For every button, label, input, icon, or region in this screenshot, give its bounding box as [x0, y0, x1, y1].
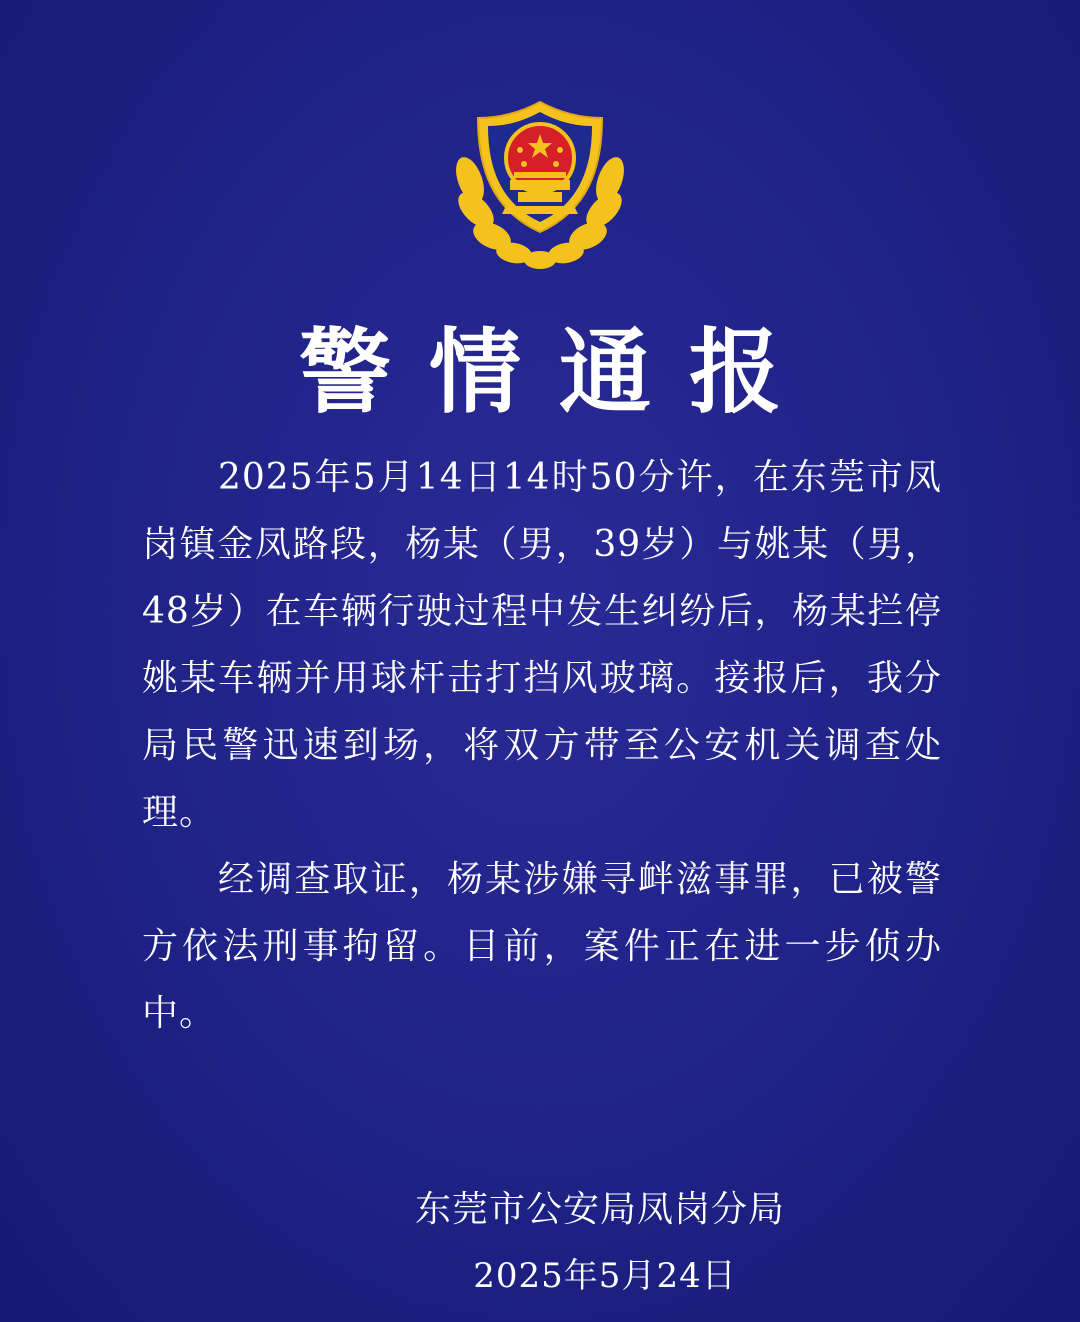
notice-paragraph-1: 2025年5月14日14时50分许，在东莞市凤岗镇金凤路段，杨某（男，39岁）与姚某（男，48岁）在车辆行驶过程中发生纠纷后，杨某拦停姚某车辆并用球杆击打挡风玻璃。接报后，我分局民警迅速到场，将双方带至公安机关调查处理。 — [142, 457, 942, 833]
police-badge-icon — [452, 98, 628, 270]
notice-paragraph-2: 经调查取证，杨某涉嫌寻衅滋事罪，已被警方依法刑事拘留。目前，案件正在进一步侦办中。 — [142, 859, 942, 1034]
notice-title: 警情通报 — [298, 319, 819, 426]
issuer-name: 东莞市公安局凤岗分局 — [414, 1189, 785, 1230]
notice-body — [142, 444, 942, 1047]
issue-date: 2025年5月24日 — [473, 1256, 737, 1296]
